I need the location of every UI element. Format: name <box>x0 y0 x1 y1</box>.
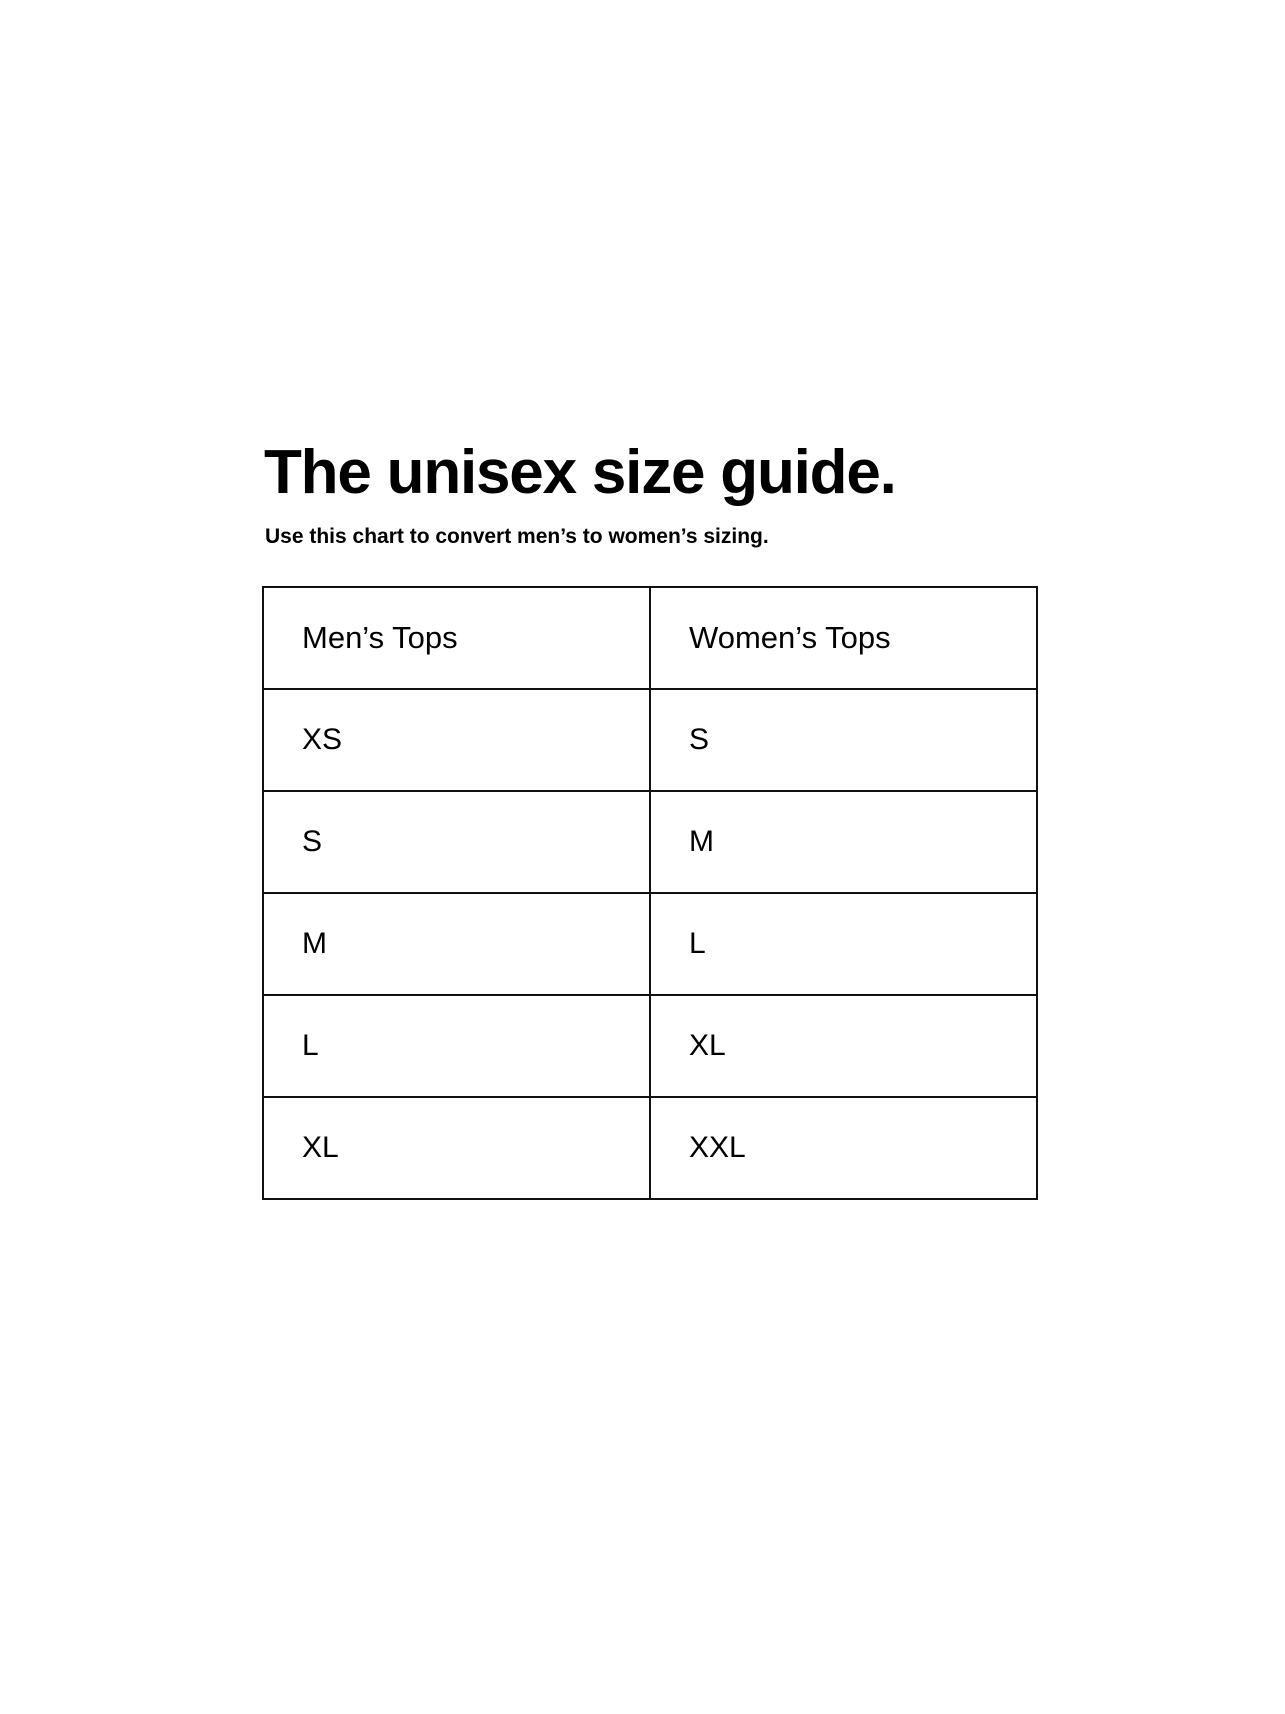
column-header-mens-tops: Men’s Tops <box>263 587 650 689</box>
cell-womens-size: XL <box>650 995 1037 1097</box>
cell-womens-size: L <box>650 893 1037 995</box>
table-row <box>263 995 1037 1097</box>
cell-mens-size: L <box>263 995 650 1097</box>
cell-mens-size: S <box>263 791 650 893</box>
table-row <box>263 689 1037 791</box>
size-conversion-table <box>262 586 1038 1200</box>
table-row <box>263 893 1037 995</box>
table-body <box>263 689 1037 1199</box>
cell-mens-size: XL <box>263 1097 650 1199</box>
cell-womens-size: S <box>650 689 1037 791</box>
cell-mens-size: XS <box>263 689 650 791</box>
cell-womens-size: XXL <box>650 1097 1037 1199</box>
cell-womens-size: M <box>650 791 1037 893</box>
size-guide-content <box>262 440 1042 1200</box>
page-subtitle: Use this chart to convert men’s to women’s sizing. <box>265 525 769 549</box>
column-header-womens-tops: Women’s Tops <box>650 587 1037 689</box>
cell-mens-size: M <box>263 893 650 995</box>
table-header-row <box>263 587 1037 689</box>
page-title: The unisex size guide. <box>264 438 896 507</box>
table-row <box>263 1097 1037 1199</box>
table-row <box>263 791 1037 893</box>
table-header <box>263 587 1037 689</box>
